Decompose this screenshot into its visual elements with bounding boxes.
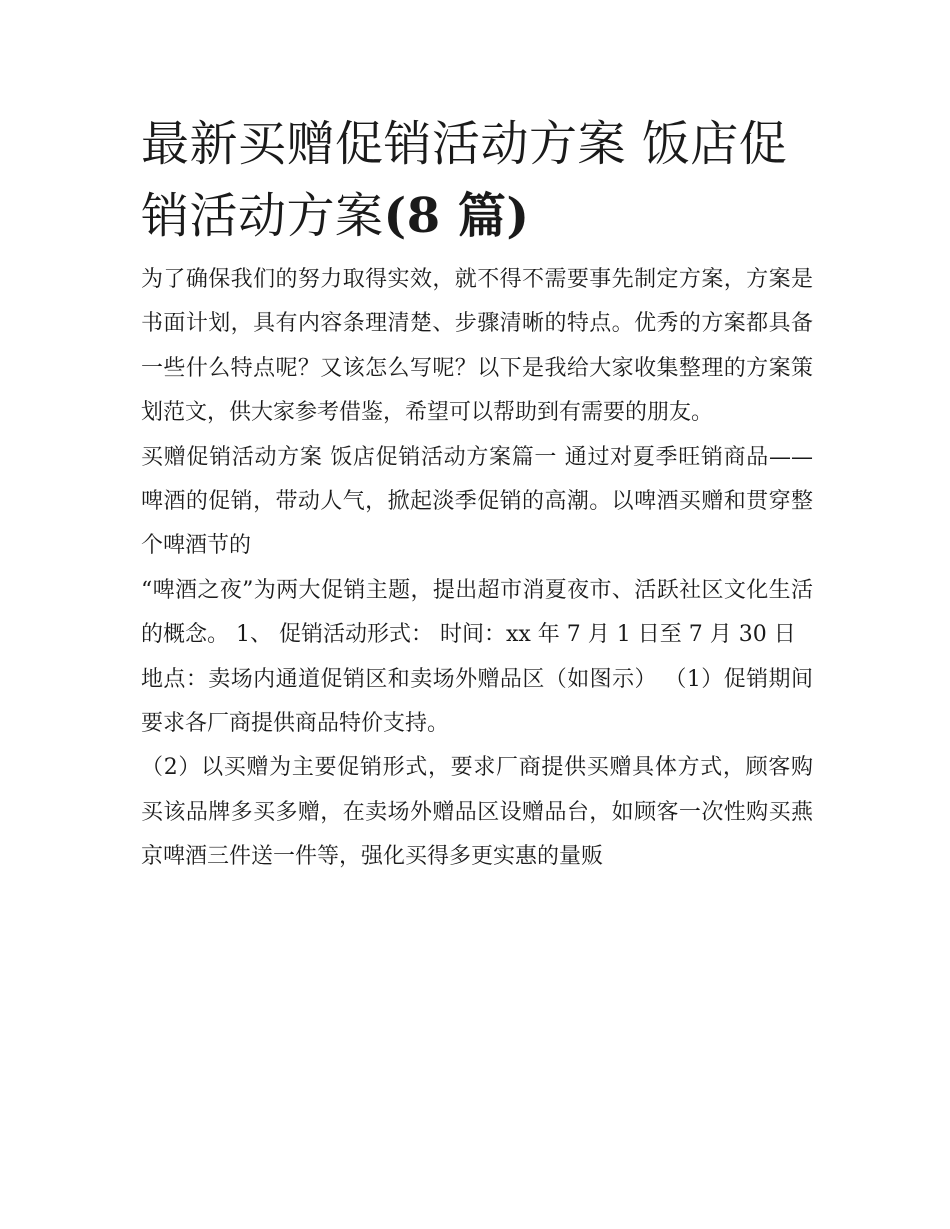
- document-title: [141, 108, 813, 252]
- document-title-count: (8 篇): [383, 188, 530, 244]
- section-paragraph-1: 买赠促销活动方案 饭店促销活动方案篇一 通过对夏季旺销商品——啤酒的促销，带动人气，掀起淡季促销的高潮。以啤酒买赠和贯穿整个啤酒节的: [141, 444, 813, 559]
- section-paragraph-4: （2）以买赠为主要促销形式，要求厂商提供买赠具体方式，顾客购买该品牌多买多赠，在卖场外赠品区设赠品台，如顾客一次性购买燕京啤酒三件送一件等，强化买得多更实惠的量贩: [141, 755, 813, 870]
- intro-paragraph: 为了确保我们的努力取得实效，就不得不需要事先制定方案，方案是书面计划，具有内容条理清楚、步骤清晰的特点。优秀的方案都具备一些什么特点呢？又该怎么写呢？以下是我给大家收集整理的方案策划范文，供大家参考借鉴，希望可以帮助到有需要的朋友。: [141, 267, 813, 426]
- section-paragraph-3: 地点：卖场内通道促销区和卖场外赠品区（如图示） （1）促销期间要求各厂商提供商品特价支持。: [141, 666, 813, 737]
- document-body: [141, 108, 813, 880]
- document-title-main: 最新买赠促销活动方案 饭店促销活动方案: [141, 116, 788, 244]
- section-paragraph-2: “啤酒之夜”为两大促销主题，提出超市消夏夜市、活跃社区文化生活的概念。 1、 促销活动形式： 时间：xx 年 7 月 1 日至 7 月 30 日: [141, 577, 813, 648]
